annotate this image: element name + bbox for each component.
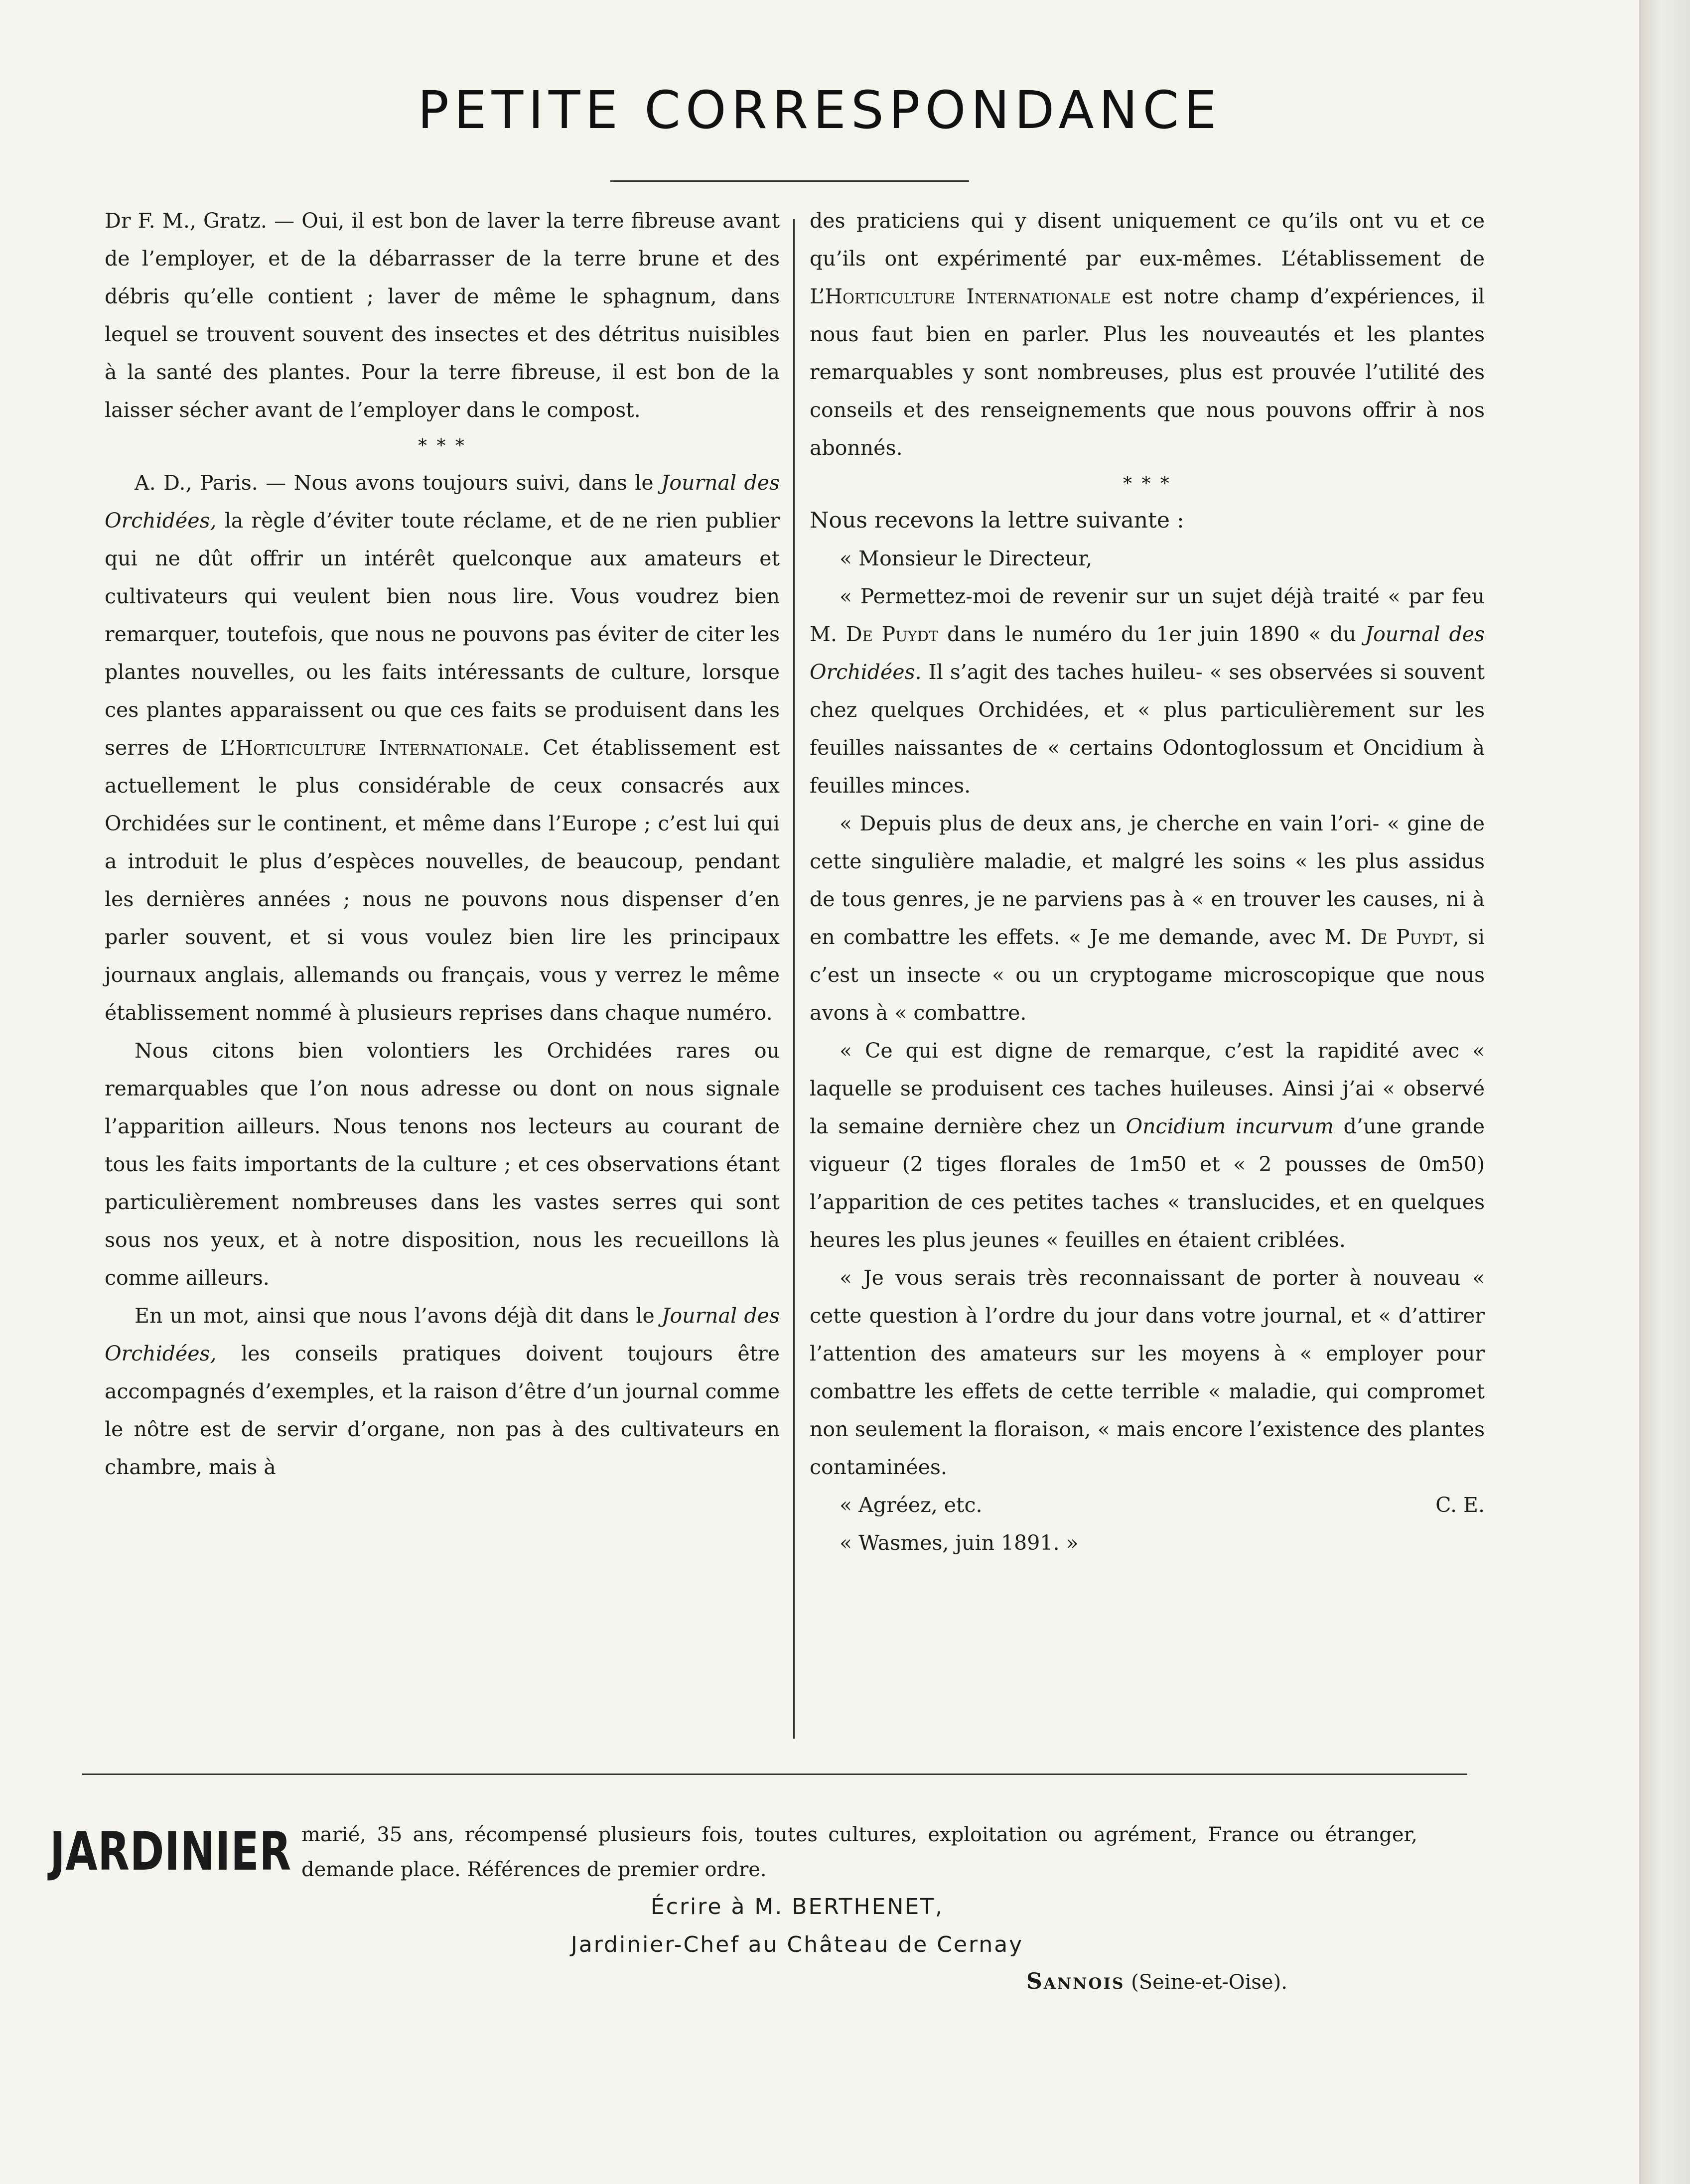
text-run: la règle d’éviter toute réclame, et de ne rien publier qui ne dût offrir un intérêt quelconque aux amateurs et cultivateurs qui veulent bien nous lire. Vous voudrez bien remarquer, toutefois, que nous ne pouvons pas éviter de citer les plantes nouvelles, ou les faits intéressants de culture, lorsque ces plantes apparaissent ou que ces faits se produisent dans les serres de: [105, 509, 780, 760]
ad-contact-line: Jardinier-Chef au Château de Cernay: [570, 1932, 1024, 1957]
species-name: Oncidium incurvum: [1126, 1114, 1334, 1138]
ad-department: (Seine-et-Oise).: [1131, 1971, 1287, 1994]
reply-paragraph: [810, 202, 1485, 467]
letter-closing: « Agréez, etc.: [840, 1493, 983, 1517]
person-name: De Puydt: [845, 622, 939, 646]
ad-headline: JARDINIER: [50, 1821, 291, 1882]
text-run: d’une grande vigueur (2 tiges florales de 1m50 et « 2 pousses de 0m50) l’apparition de ces petites taches « translucides, et en quelques heures les plus jeunes « feuilles en étaient criblées.: [810, 1114, 1485, 1252]
section-rule: [82, 1774, 1467, 1775]
letter-signature: C. E.: [1435, 1493, 1485, 1517]
ad-contact: [399, 1888, 1196, 1964]
reply-recipient: Dr F. M., Gratz. —: [105, 209, 302, 233]
text-run: A. D., Paris. — Nous avons toujours suivi, dans le: [135, 471, 661, 495]
column-rule: [793, 219, 795, 1739]
ad-town: Sannois: [1026, 1969, 1125, 1994]
right-column: [810, 202, 1485, 1562]
reply-paragraph: [105, 464, 780, 1032]
text-run: Il s’agit des taches huileu- « ses observées si souvent chez quelques Orchidées, et « plus particulièrement sur les feuilles naissantes de « certains Odontoglossum et Oncidium à feuilles minces.: [810, 660, 1485, 798]
ad-text: marié, 35 ans, récompensé plusieurs fois, toutes cultures, exploitation ou agrément, France ou étranger, demande place. Références de premier ordre.: [301, 1823, 1417, 1881]
letter-paragraph: [810, 577, 1485, 805]
journal-title: Journal des Orchidées.: [810, 622, 1485, 684]
establishment-name: L’Horticulture Internationale: [810, 284, 1111, 308]
establishment-name: L’Horticulture Internationale: [220, 736, 524, 760]
reply-paragraph: [105, 202, 780, 429]
person-name: De Puydt: [1360, 925, 1453, 949]
ad-contact-line: Écrire à M. BERTHENET,: [650, 1894, 944, 1919]
letter-closing-line: [810, 1486, 1485, 1524]
left-column: [105, 202, 780, 1486]
text-run: des praticiens qui y disent uniquement ce qu’ils ont vu et ce qu’ils ont expérimenté par eux-mêmes. L’établissement de: [810, 209, 1485, 271]
separator-stars: * * *: [418, 436, 466, 456]
reply-paragraph: Nous citons bien volontiers les Orchidées rares ou remarquables que l’on nous adresse ou dont on nous signale l’apparition ailleurs. Nous tenons nos lecteurs au courant de tous les faits importants de la culture ; et ces observations étant particulièrement nombreuses dans les vastes serres qui sont sous nos yeux, et à notre disposition, nous les recueillons là comme ailleurs.: [105, 1039, 780, 1290]
reply-text: Oui, il est bon de laver la terre fibreuse avant de l’employer, et de la débarrasser de la terre brune et des débris qu’elle contient ; laver de même le sphagnum, dans lequel se trouvent souvent des insectes et des détritus nuisibles à la santé des plantes. Pour la terre fibreuse, il est bon de la laisser sécher avant de l’employer dans le compost.: [105, 209, 780, 422]
text-run: En un mot, ainsi que nous l’avons déjà dit dans le: [135, 1304, 662, 1328]
ad-location: [1026, 1969, 1287, 1994]
letter-paragraph: [810, 1032, 1485, 1259]
letter-place-date: « Wasmes, juin 1891. »: [840, 1531, 1079, 1555]
text-run: est notre champ d’expériences, il nous faut bien en parler. Plus les nouveautés et les plantes remarquables y sont nombreuses, plus est prouvée l’utilité des conseils et des renseignements que nous pouvons offrir à nos abonnés.: [810, 284, 1485, 460]
letter-paragraph: « Je vous serais très reconnaissant de porter à nouveau « cette question à l’ordre du jour dans votre journal, et « d’attirer l’attention des amateurs sur les moyens à « employer pour combattre les effets de cette terrible « maladie, qui compromet non seulement la floraison, « mais encore l’existence des plantes contaminées.: [810, 1266, 1485, 1479]
letter-salutation: « Monsieur le Directeur,: [840, 546, 1093, 570]
letter-intro: Nous recevons la lettre suivante :: [810, 508, 1184, 533]
journal-title: Journal des Orchidées,: [105, 471, 780, 533]
text-run: « Depuis plus de deux ans, je cherche en vain l’ori- « gine de cette singulière maladie, et malgré les soins « les plus assidus de tous genres, je ne parviens pas à « en trouver les causes, ni à en combattre les effets. « Je me demande, avec M.: [810, 812, 1485, 949]
text-run: , si c’est un insecte « ou un cryptogame microscopique que nous avons à « combattre.: [810, 925, 1485, 1025]
reply-paragraph: [105, 1297, 780, 1486]
text-run: les conseils pratiques doivent toujours être accompagnés d’exemples, et la raison d’être d’un journal comme le nôtre est de servir d’organe, non pas à des cultivateurs en chambre, mais à: [105, 1342, 780, 1479]
page-title: PETITE CORRESPONDANCE: [418, 80, 1222, 140]
page-edge: [1639, 0, 1690, 2184]
separator-stars: * * *: [1123, 474, 1171, 494]
letter-paragraph: [810, 805, 1485, 1032]
text-run: « Permettez-moi de revenir sur un sujet déjà traité « par feu M.: [810, 584, 1485, 646]
text-run: dans le numéro du 1er juin 1890 « du: [938, 622, 1365, 646]
journal-title: Journal des Orchidées,: [105, 1304, 780, 1365]
text-run: . Cet établissement est actuellement le plus considérable de ceux consacrés aux Orchidées sur le continent, et même dans l’Europe ; c’est lui qui a introduit le plus d’espèces nouvelles, de beaucoup, pendant les dernières années ; nous ne pouvons nous dispenser d’en parler souvent, et si vous voulez bien lire les principaux journaux anglais, allemands ou français, vous y verrez le même établissement nommé à plusieurs reprises dans chaque numéro.: [105, 736, 780, 1025]
title-rule: [610, 180, 969, 182]
text-run: « Ce qui est digne de remarque, c’est la rapidité avec « laquelle se produisent ces taches huileuses. Ainsi j’ai « observé la semaine dernière chez un: [810, 1039, 1485, 1138]
